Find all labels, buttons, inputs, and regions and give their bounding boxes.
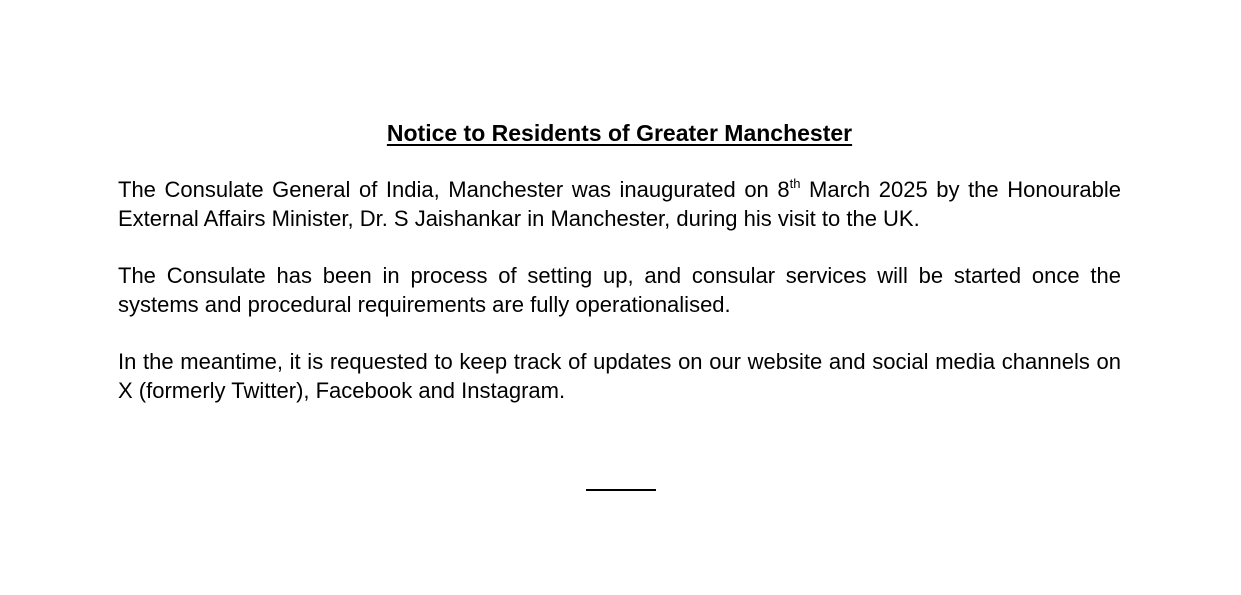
inauguration-text-start: The Consulate General of India, Manchester was inaugurated on 8	[118, 177, 790, 202]
date-ordinal-suffix: th	[789, 176, 801, 191]
paragraph-inauguration	[118, 175, 1121, 233]
paragraph-updates: In the meantime, it is requested to keep track of updates on our website and social media channels on X (formerly Twitter), Facebook and Instagram.	[118, 349, 1121, 403]
notice-title: Notice to Residents of Greater Manchester	[386, 120, 853, 146]
notice-document	[118, 118, 1121, 433]
inauguration-text-end: March 2025 by the Honourable External Affairs Minister, Dr. S Jaishankar in Manchester, during his visit to the UK.	[118, 177, 1121, 231]
end-of-notice-divider	[586, 489, 656, 491]
paragraph-setup-status: The Consulate has been in process of setting up, and consular services will be started once the systems and procedural requirements are fully operationalised.	[118, 263, 1121, 317]
